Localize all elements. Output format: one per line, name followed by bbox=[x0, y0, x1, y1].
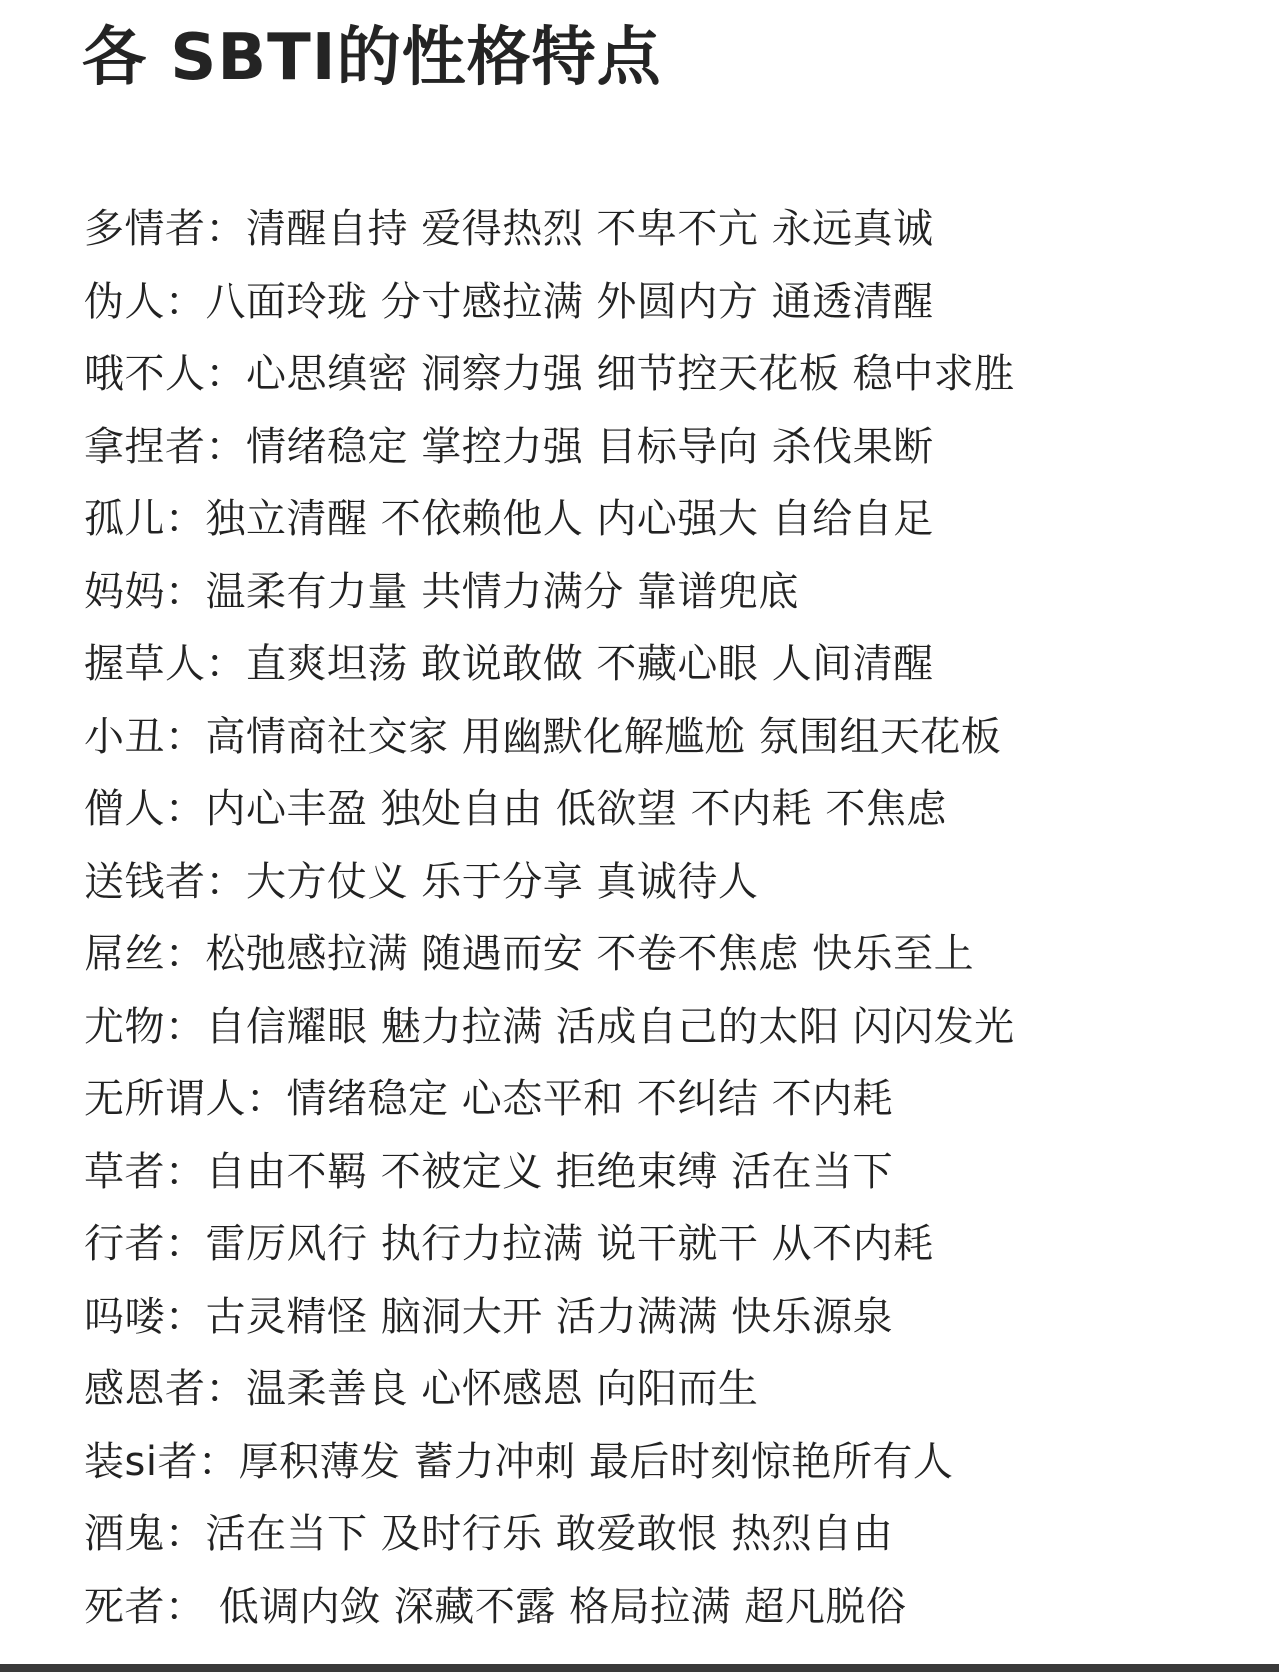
type-traits: 八面玲珑 分寸感拉满 外圆内方 通透清醒 bbox=[205, 278, 934, 325]
type-traits: 雷厉风行 执行力拉满 说干就干 从不内耗 bbox=[205, 1221, 934, 1267]
list-item bbox=[84, 846, 1015, 919]
list-item bbox=[84, 1498, 1015, 1571]
list-item bbox=[84, 773, 1015, 846]
list-item bbox=[84, 1136, 1015, 1209]
type-traits: 自信耀眼 魅力拉满 活成自己的太阳 闪闪发光 bbox=[205, 1003, 1015, 1050]
type-traits: 清醒自持 爱得热烈 不卑不亢 永远真诚 bbox=[246, 206, 934, 252]
type-traits: 低调内敛 深藏不露 格局拉满 超凡脱俗 bbox=[205, 1583, 907, 1630]
type-name: 妈妈： bbox=[84, 568, 206, 615]
type-name: 小丑： bbox=[84, 713, 206, 760]
type-traits: 温柔善良 心怀感恩 向阳而生 bbox=[246, 1366, 759, 1412]
list-item bbox=[84, 193, 1015, 266]
list-item bbox=[84, 918, 1015, 991]
type-traits: 心思缜密 洞察力强 细节控天花板 稳中求胜 bbox=[246, 351, 1015, 397]
type-name: 拿捏者： bbox=[84, 423, 246, 470]
list-item bbox=[84, 1281, 1015, 1354]
list-item bbox=[84, 411, 1015, 484]
type-traits: 独立清醒 不依赖他人 内心强大 自给自足 bbox=[205, 496, 934, 542]
type-traits: 情绪稳定 掌控力强 目标导向 杀伐果断 bbox=[246, 423, 934, 470]
type-name: 握草人： bbox=[84, 641, 246, 687]
type-name: 尤物： bbox=[84, 1003, 206, 1050]
type-name: 吗喽： bbox=[84, 1293, 206, 1340]
type-name: 僧人： bbox=[84, 786, 206, 832]
list-item bbox=[84, 1426, 1015, 1499]
list-item bbox=[84, 1063, 1015, 1136]
list-item bbox=[84, 991, 1015, 1064]
list-item bbox=[84, 628, 1015, 701]
type-name: 多情者： bbox=[84, 206, 246, 252]
list-item bbox=[84, 483, 1015, 556]
type-name: 送钱者： bbox=[84, 858, 246, 905]
type-name: 酒鬼： bbox=[84, 1511, 206, 1557]
type-traits: 直爽坦荡 敢说敢做 不藏心眼 人间清醒 bbox=[246, 641, 934, 687]
type-traits: 情绪稳定 心态平和 不纠结 不内耗 bbox=[286, 1076, 894, 1122]
type-name: 孤儿： bbox=[84, 496, 206, 542]
type-traits: 自由不羁 不被定义 拒绝束缚 活在当下 bbox=[205, 1148, 894, 1195]
bottom-edge-bar bbox=[0, 1664, 1279, 1672]
type-name: 哦不人： bbox=[84, 351, 246, 397]
type-traits: 大方仗义 乐于分享 真诚待人 bbox=[246, 858, 759, 905]
list-item bbox=[84, 1353, 1015, 1426]
type-name: 草者： bbox=[84, 1148, 206, 1195]
type-traits: 活在当下 及时行乐 敢爱敢恨 热烈自由 bbox=[205, 1511, 894, 1557]
type-name: 屌丝： bbox=[84, 931, 206, 977]
type-name: 感恩者： bbox=[84, 1366, 246, 1412]
type-traits: 温柔有力量 共情力满分 靠谱兜底 bbox=[205, 568, 799, 615]
personality-list bbox=[84, 193, 1015, 1643]
type-name: 无所谓人： bbox=[84, 1076, 287, 1122]
list-item bbox=[84, 338, 1015, 411]
list-item bbox=[84, 266, 1015, 339]
type-traits: 古灵精怪 脑洞大开 活力满满 快乐源泉 bbox=[205, 1293, 894, 1340]
type-traits: 内心丰盈 独处自由 低欲望 不内耗 不焦虑 bbox=[205, 786, 947, 832]
type-traits: 松弛感拉满 随遇而安 不卷不焦虑 快乐至上 bbox=[205, 931, 975, 977]
type-traits: 厚积薄发 蓄力冲刺 最后时刻惊艳所有人 bbox=[238, 1438, 954, 1485]
list-item bbox=[84, 1208, 1015, 1281]
list-item bbox=[84, 1571, 1015, 1644]
list-item bbox=[84, 556, 1015, 629]
type-traits: 高情商社交家 用幽默化解尴尬 氛围组天花板 bbox=[205, 713, 1002, 760]
type-name: 死者： bbox=[84, 1583, 206, 1630]
type-name: 行者： bbox=[84, 1221, 206, 1267]
type-name: 伪人： bbox=[84, 278, 206, 325]
page-title: 各 SBTI的性格特点 bbox=[82, 21, 662, 95]
type-name: 装si者： bbox=[84, 1438, 239, 1485]
list-item bbox=[84, 701, 1015, 774]
